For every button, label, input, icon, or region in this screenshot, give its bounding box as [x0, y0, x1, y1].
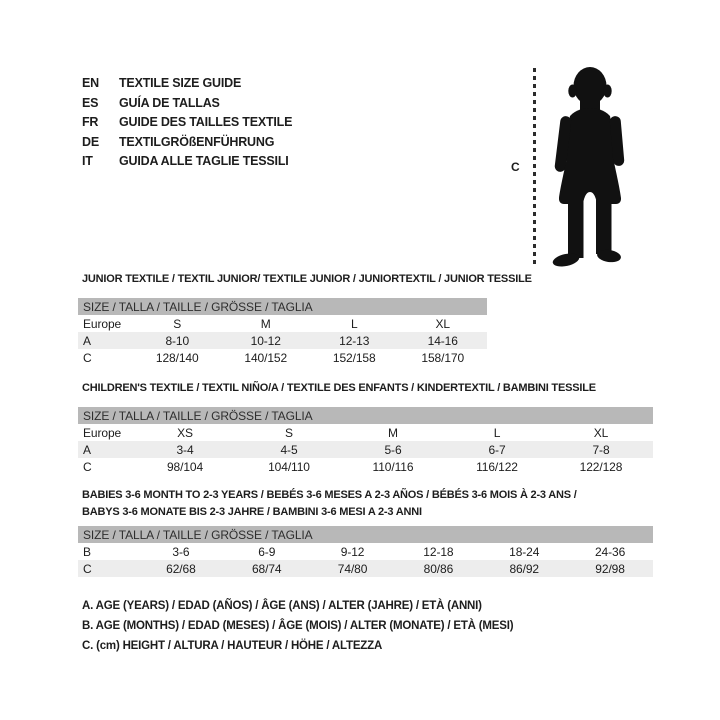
row-label: B [83, 544, 91, 559]
cell: 98/104 [166, 459, 204, 474]
cell: M [260, 316, 271, 331]
cell: 116/122 [476, 459, 518, 474]
size-header-row [78, 298, 487, 315]
row-label: A [78, 441, 133, 458]
cell: L [493, 425, 501, 440]
table-title-block [78, 487, 653, 521]
cell: 68/74 [224, 560, 310, 577]
cell: 4-5 [237, 441, 341, 458]
child-figure [505, 62, 645, 272]
cell: M [388, 425, 398, 440]
size-table-grid [78, 407, 653, 475]
cell: 14-16 [399, 332, 488, 349]
cell: 92/98 [567, 560, 653, 577]
note-line-b: B. AGE (MONTHS) / EDAD (MESES) / ÂGE (MOIS) / ALTER (MONATE) / ETÀ (MESI) [82, 620, 514, 632]
cell: 62/68 [138, 560, 224, 577]
language-label: GUIDA ALLE TAGLIE TESSILI [119, 154, 289, 168]
cell: L [350, 316, 358, 331]
cell: 128/140 [155, 350, 199, 365]
cell: S [285, 425, 293, 440]
language-code: IT [82, 154, 93, 168]
language-row [82, 74, 292, 94]
cell: 5-6 [341, 441, 445, 458]
cell: 122/128 [579, 459, 623, 474]
table-title-line1: BABIES 3-6 MONTH TO 2-3 YEARS / BEBÉS 3-6 MESES A 2-3 AÑOS / BÉBÉS 3-6 MOIS À 2-3 ANS / [82, 489, 577, 501]
language-code: DE [82, 134, 99, 149]
language-row [82, 94, 292, 114]
cell: 86/92 [481, 560, 567, 577]
cell: 24-36 [594, 544, 626, 559]
cell: 10-12 [222, 332, 311, 349]
cell: 140/152 [244, 350, 288, 365]
row-label: Europe [83, 425, 122, 440]
cell: 6-9 [258, 544, 276, 559]
language-label: TEXTILGRÖßENFÜHRUNG [119, 134, 275, 149]
language-code: ES [82, 95, 99, 110]
table-row-height [78, 458, 653, 475]
cell: 12-13 [310, 332, 399, 349]
size-table-grid [78, 298, 487, 366]
cell: 80/86 [395, 560, 481, 577]
row-label: A [78, 332, 133, 349]
table-row-height [78, 560, 653, 577]
table-row-age [78, 441, 653, 458]
size-header-label: SIZE / TALLA / TAILLE / GRÖSSE / TAGLIA [78, 526, 653, 543]
table-title: CHILDREN'S TEXTILE / TEXTIL NIÑO/A / TEXTILE DES ENFANTS / KINDERTEXTIL / BAMBINI TESSILE [82, 382, 596, 394]
cell: 9-12 [340, 544, 365, 559]
height-label: C [511, 160, 520, 174]
row-label: C [83, 459, 92, 474]
table-row-age [78, 332, 487, 349]
cell: 3-6 [172, 544, 190, 559]
cell: 3-4 [133, 441, 237, 458]
language-label: GUÍA DE TALLAS [119, 95, 220, 110]
table-row-europe [78, 315, 487, 332]
cell: XL [593, 425, 609, 440]
table-row-europe [78, 424, 653, 441]
cell: 6-7 [445, 441, 549, 458]
babies-textile-table [78, 487, 653, 577]
cell: 110/116 [372, 459, 414, 474]
size-header-row [78, 407, 653, 424]
language-code: EN [82, 76, 99, 90]
size-header-row [78, 526, 653, 543]
note-line-a: A. AGE (YEARS) / EDAD (AÑOS) / ÂGE (ANS) / ALTER (JAHRE) / ETÀ (ANNI) [82, 600, 482, 612]
cell: 152/158 [332, 350, 376, 365]
cell: 7-8 [549, 441, 653, 458]
table-title-line2: BABYS 3-6 MONATE BIS 2-3 JAHRE / BAMBINI 3-6 MESI A 2-3 ANNI [82, 506, 422, 518]
size-header-label: SIZE / TALLA / TAILLE / GRÖSSE / TAGLIA [78, 407, 653, 424]
language-label: TEXTILE SIZE GUIDE [119, 76, 242, 90]
table-row-months [78, 543, 653, 560]
childrens-textile-table [78, 381, 653, 475]
cell: 158/170 [421, 350, 465, 365]
size-table-grid [78, 526, 653, 577]
language-label: GUIDE DES TAILLES TEXTILE [119, 115, 293, 129]
toddler-silhouette-icon [545, 64, 640, 270]
cell: XL [435, 316, 450, 331]
cell: 8-10 [133, 332, 222, 349]
legend-notes [82, 596, 513, 656]
table-title: JUNIOR TEXTILE / TEXTIL JUNIOR/ TEXTILE JUNIOR / JUNIORTEXTIL / JUNIOR TESSILE [82, 273, 532, 285]
language-row [82, 152, 292, 172]
size-header-label: SIZE / TALLA / TAILLE / GRÖSSE / TAGLIA [78, 298, 487, 315]
cell: 104/110 [268, 459, 310, 474]
row-label: C [78, 560, 138, 577]
note-line-c: C. (cm) HEIGHT / ALTURA / HAUTEUR / HÖHE / ALTEZZA [82, 640, 383, 652]
cell: 12-18 [423, 544, 454, 559]
junior-textile-table [78, 272, 532, 366]
cell: 18-24 [509, 544, 540, 559]
row-label: Europe [83, 316, 122, 331]
language-row [82, 133, 292, 153]
height-measure-dashed-line [533, 68, 536, 267]
table-row-height [78, 349, 487, 366]
row-label: C [83, 350, 92, 365]
cell: XS [177, 425, 193, 440]
cell: S [173, 316, 182, 331]
language-row [82, 113, 292, 133]
cell: 74/80 [310, 560, 396, 577]
language-list [82, 74, 292, 172]
language-code: FR [82, 115, 99, 129]
